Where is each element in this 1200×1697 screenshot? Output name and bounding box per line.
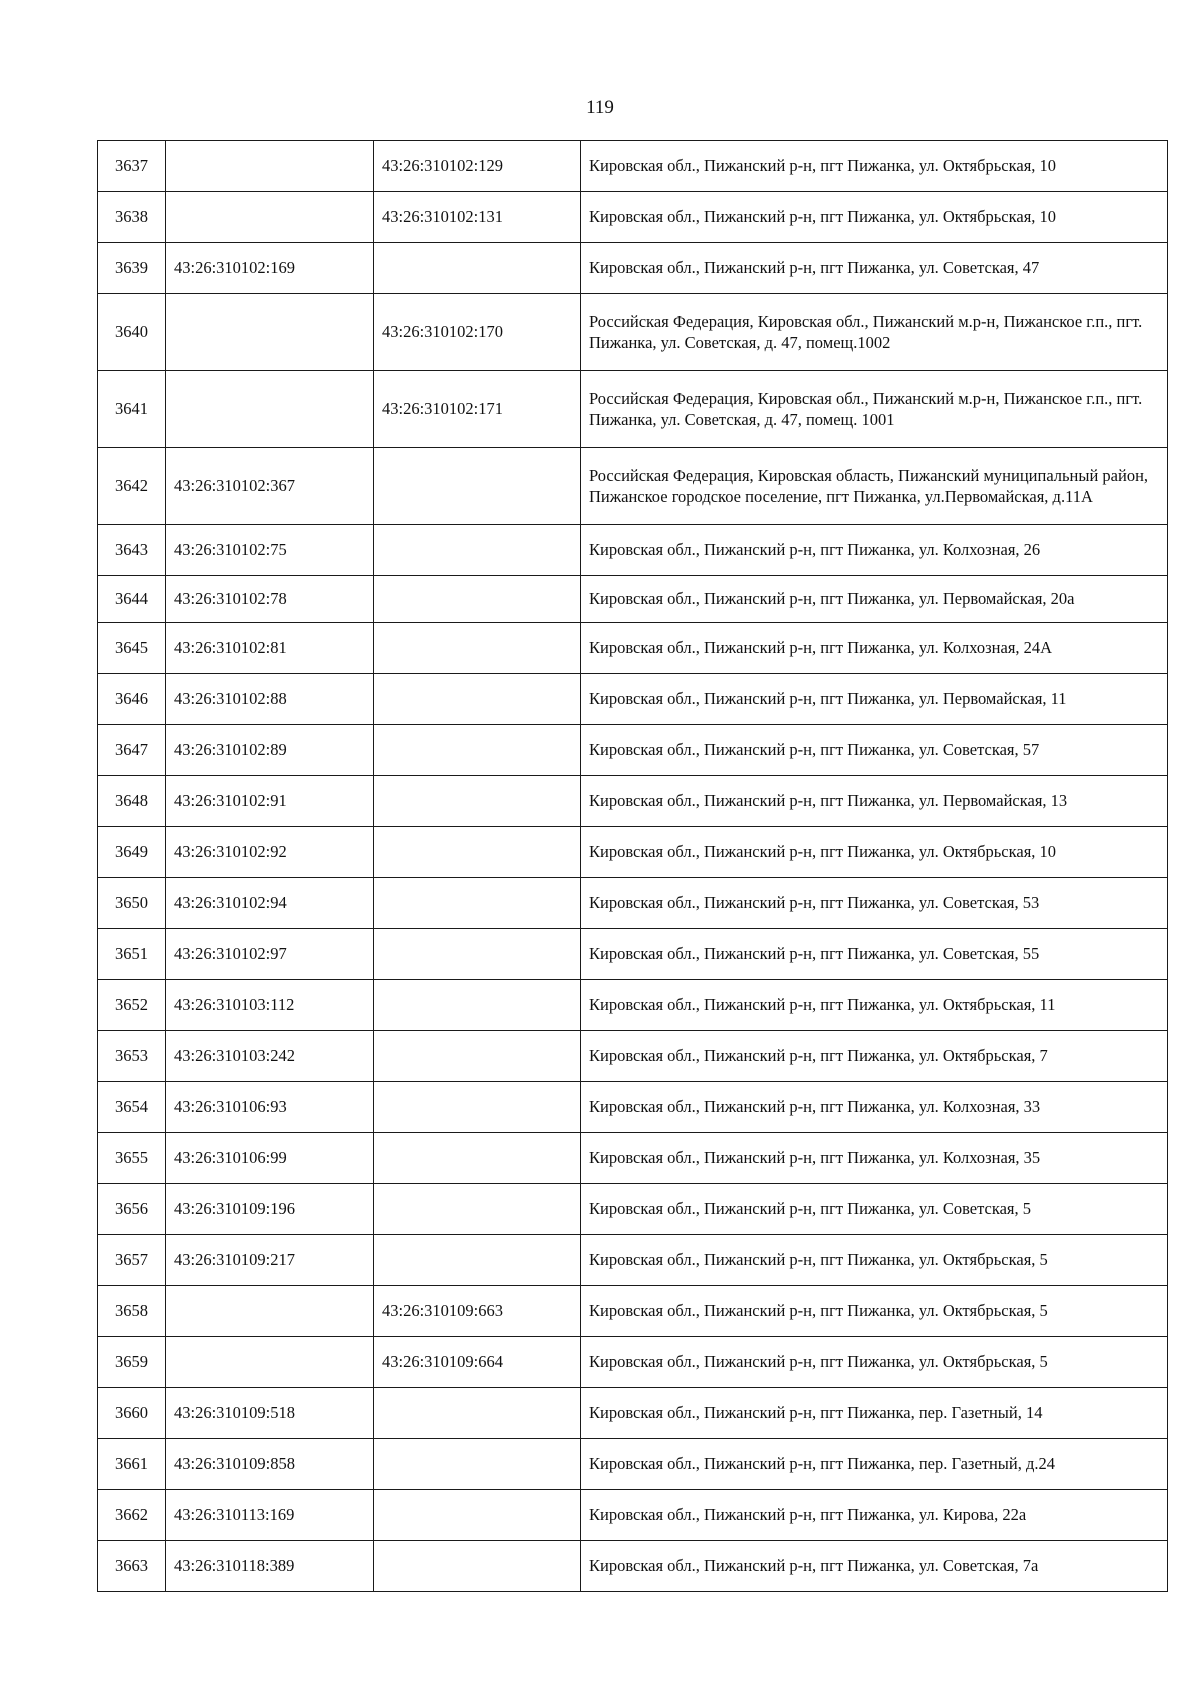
table-row (98, 980, 1168, 1031)
cadastral-object-cell (374, 929, 581, 980)
table-row (98, 294, 1168, 371)
address-cell: Кировская обл., Пижанский р-н, пгт Пижанка, ул. Октябрьская, 10 (581, 141, 1168, 192)
table-row (98, 1388, 1168, 1439)
address-cell: Кировская обл., Пижанский р-н, пгт Пижанка, пер. Газетный, д.24 (581, 1439, 1168, 1490)
cadastral-parcel-cell (166, 192, 374, 243)
table-row (98, 1490, 1168, 1541)
address-cell: Кировская обл., Пижанский р-н, пгт Пижанка, ул. Кирова, 22а (581, 1490, 1168, 1541)
cadastral-object-cell (374, 623, 581, 674)
address-cell: Кировская обл., Пижанский р-н, пгт Пижанка, ул. Первомайская, 11 (581, 674, 1168, 725)
address-cell: Кировская обл., Пижанский р-н, пгт Пижанка, ул. Советская, 55 (581, 929, 1168, 980)
cadastral-parcel-cell: 43:26:310106:99 (166, 1133, 374, 1184)
cadastral-object-cell: 43:26:310102:170 (374, 294, 581, 371)
cadastral-parcel-cell: 43:26:310102:92 (166, 827, 374, 878)
table-row (98, 1286, 1168, 1337)
address-cell: Российская Федерация, Кировская область, Пижанский муниципальный район, Пижанское городское поселение, пгт Пижанка, ул.Первомайская, д.11А (581, 448, 1168, 525)
cadastral-parcel-cell (166, 371, 374, 448)
row-number-cell: 3637 (98, 141, 166, 192)
cadastral-object-cell: 43:26:310102:129 (374, 141, 581, 192)
cadastral-object-cell: 43:26:310109:664 (374, 1337, 581, 1388)
table-row (98, 1184, 1168, 1235)
row-number-cell: 3655 (98, 1133, 166, 1184)
cadastral-parcel-cell: 43:26:310102:367 (166, 448, 374, 525)
table-row (98, 674, 1168, 725)
row-number-cell: 3644 (98, 576, 166, 623)
address-cell: Кировская обл., Пижанский р-н, пгт Пижанка, пер. Газетный, 14 (581, 1388, 1168, 1439)
cadastral-parcel-cell: 43:26:310118:389 (166, 1541, 374, 1592)
address-cell: Кировская обл., Пижанский р-н, пгт Пижанка, ул. Колхозная, 26 (581, 525, 1168, 576)
cadastral-parcel-cell: 43:26:310102:89 (166, 725, 374, 776)
table-row (98, 878, 1168, 929)
row-number-cell: 3660 (98, 1388, 166, 1439)
table-row (98, 1337, 1168, 1388)
cadastral-object-cell (374, 1133, 581, 1184)
address-cell: Кировская обл., Пижанский р-н, пгт Пижанка, ул. Первомайская, 13 (581, 776, 1168, 827)
row-number-cell: 3643 (98, 525, 166, 576)
row-number-cell: 3656 (98, 1184, 166, 1235)
cadastral-object-cell: 43:26:310102:171 (374, 371, 581, 448)
cadastral-object-cell (374, 827, 581, 878)
table-row (98, 827, 1168, 878)
cadastral-object-cell (374, 878, 581, 929)
cadastral-object-cell (374, 1235, 581, 1286)
address-cell: Кировская обл., Пижанский р-н, пгт Пижанка, ул. Советская, 7а (581, 1541, 1168, 1592)
row-number-cell: 3659 (98, 1337, 166, 1388)
row-number-cell: 3650 (98, 878, 166, 929)
address-cell: Кировская обл., Пижанский р-н, пгт Пижанка, ул. Октябрьская, 11 (581, 980, 1168, 1031)
cadastral-parcel-cell (166, 1286, 374, 1337)
cadastral-object-cell (374, 576, 581, 623)
table-row (98, 576, 1168, 623)
cadastral-parcel-cell: 43:26:310109:196 (166, 1184, 374, 1235)
table-row (98, 776, 1168, 827)
address-cell: Кировская обл., Пижанский р-н, пгт Пижанка, ул. Колхозная, 35 (581, 1133, 1168, 1184)
cadastral-object-cell (374, 1082, 581, 1133)
table-row (98, 1031, 1168, 1082)
row-number-cell: 3640 (98, 294, 166, 371)
cadastral-object-cell (374, 1031, 581, 1082)
cadastral-object-cell (374, 1388, 581, 1439)
row-number-cell: 3661 (98, 1439, 166, 1490)
cadastral-parcel-cell: 43:26:310103:112 (166, 980, 374, 1031)
table-row (98, 623, 1168, 674)
cadastral-parcel-cell: 43:26:310102:91 (166, 776, 374, 827)
address-cell: Кировская обл., Пижанский р-н, пгт Пижанка, ул. Октябрьская, 5 (581, 1235, 1168, 1286)
table-row (98, 1235, 1168, 1286)
address-cell: Кировская обл., Пижанский р-н, пгт Пижанка, ул. Первомайская, 20а (581, 576, 1168, 623)
row-number-cell: 3658 (98, 1286, 166, 1337)
row-number-cell: 3647 (98, 725, 166, 776)
cadastral-parcel-cell (166, 141, 374, 192)
row-number-cell: 3639 (98, 243, 166, 294)
registry-table (97, 140, 1168, 1592)
cadastral-object-cell (374, 1184, 581, 1235)
table-row (98, 192, 1168, 243)
table-row (98, 1082, 1168, 1133)
cadastral-object-cell: 43:26:310109:663 (374, 1286, 581, 1337)
cadastral-parcel-cell: 43:26:310102:81 (166, 623, 374, 674)
row-number-cell: 3645 (98, 623, 166, 674)
cadastral-object-cell (374, 980, 581, 1031)
row-number-cell: 3662 (98, 1490, 166, 1541)
page-number: 119 (586, 97, 614, 118)
table-row (98, 1541, 1168, 1592)
table-row (98, 243, 1168, 294)
cadastral-parcel-cell: 43:26:310102:78 (166, 576, 374, 623)
cadastral-parcel-cell: 43:26:310102:169 (166, 243, 374, 294)
row-number-cell: 3651 (98, 929, 166, 980)
row-number-cell: 3646 (98, 674, 166, 725)
cadastral-object-cell (374, 674, 581, 725)
cadastral-object-cell (374, 525, 581, 576)
cadastral-parcel-cell: 43:26:310109:217 (166, 1235, 374, 1286)
cadastral-parcel-cell: 43:26:310109:858 (166, 1439, 374, 1490)
row-number-cell: 3641 (98, 371, 166, 448)
address-cell: Российская Федерация, Кировская обл., Пижанский м.р-н, Пижанское г.п., пгт. Пижанка, ул. Советская, д. 47, помещ. 1001 (581, 371, 1168, 448)
address-cell: Кировская обл., Пижанский р-н, пгт Пижанка, ул. Октябрьская, 10 (581, 192, 1168, 243)
address-cell: Российская Федерация, Кировская обл., Пижанский м.р-н, Пижанское г.п., пгт. Пижанка, ул. Советская, д. 47, помещ.1002 (581, 294, 1168, 371)
cadastral-parcel-cell: 43:26:310109:518 (166, 1388, 374, 1439)
table-row (98, 371, 1168, 448)
table-row (98, 929, 1168, 980)
cadastral-parcel-cell: 43:26:310102:75 (166, 525, 374, 576)
address-cell: Кировская обл., Пижанский р-н, пгт Пижанка, ул. Октябрьская, 5 (581, 1286, 1168, 1337)
cadastral-object-cell (374, 448, 581, 525)
address-cell: Кировская обл., Пижанский р-н, пгт Пижанка, ул. Советская, 5 (581, 1184, 1168, 1235)
table-row (98, 1439, 1168, 1490)
row-number-cell: 3648 (98, 776, 166, 827)
table-row (98, 448, 1168, 525)
address-cell: Кировская обл., Пижанский р-н, пгт Пижанка, ул. Советская, 47 (581, 243, 1168, 294)
table-row (98, 525, 1168, 576)
cadastral-object-cell (374, 243, 581, 294)
cadastral-object-cell: 43:26:310102:131 (374, 192, 581, 243)
cadastral-parcel-cell: 43:26:310102:97 (166, 929, 374, 980)
address-cell: Кировская обл., Пижанский р-н, пгт Пижанка, ул. Колхозная, 33 (581, 1082, 1168, 1133)
cadastral-parcel-cell: 43:26:310102:94 (166, 878, 374, 929)
address-cell: Кировская обл., Пижанский р-н, пгт Пижанка, ул. Октябрьская, 7 (581, 1031, 1168, 1082)
cadastral-parcel-cell (166, 1337, 374, 1388)
address-cell: Кировская обл., Пижанский р-н, пгт Пижанка, ул. Октябрьская, 10 (581, 827, 1168, 878)
cadastral-parcel-cell (166, 294, 374, 371)
row-number-cell: 3638 (98, 192, 166, 243)
address-cell: Кировская обл., Пижанский р-н, пгт Пижанка, ул. Колхозная, 24А (581, 623, 1168, 674)
row-number-cell: 3663 (98, 1541, 166, 1592)
row-number-cell: 3652 (98, 980, 166, 1031)
cadastral-object-cell (374, 776, 581, 827)
row-number-cell: 3642 (98, 448, 166, 525)
row-number-cell: 3649 (98, 827, 166, 878)
registry-table-body (98, 141, 1168, 1592)
cadastral-parcel-cell: 43:26:310102:88 (166, 674, 374, 725)
cadastral-object-cell (374, 1490, 581, 1541)
row-number-cell: 3657 (98, 1235, 166, 1286)
table-row (98, 1133, 1168, 1184)
row-number-cell: 3654 (98, 1082, 166, 1133)
address-cell: Кировская обл., Пижанский р-н, пгт Пижанка, ул. Советская, 53 (581, 878, 1168, 929)
cadastral-parcel-cell: 43:26:310106:93 (166, 1082, 374, 1133)
cadastral-object-cell (374, 1439, 581, 1490)
cadastral-parcel-cell: 43:26:310113:169 (166, 1490, 374, 1541)
cadastral-object-cell (374, 725, 581, 776)
address-cell: Кировская обл., Пижанский р-н, пгт Пижанка, ул. Советская, 57 (581, 725, 1168, 776)
address-cell: Кировская обл., Пижанский р-н, пгт Пижанка, ул. Октябрьская, 5 (581, 1337, 1168, 1388)
row-number-cell: 3653 (98, 1031, 166, 1082)
cadastral-parcel-cell: 43:26:310103:242 (166, 1031, 374, 1082)
cadastral-object-cell (374, 1541, 581, 1592)
table-row (98, 141, 1168, 192)
table-row (98, 725, 1168, 776)
